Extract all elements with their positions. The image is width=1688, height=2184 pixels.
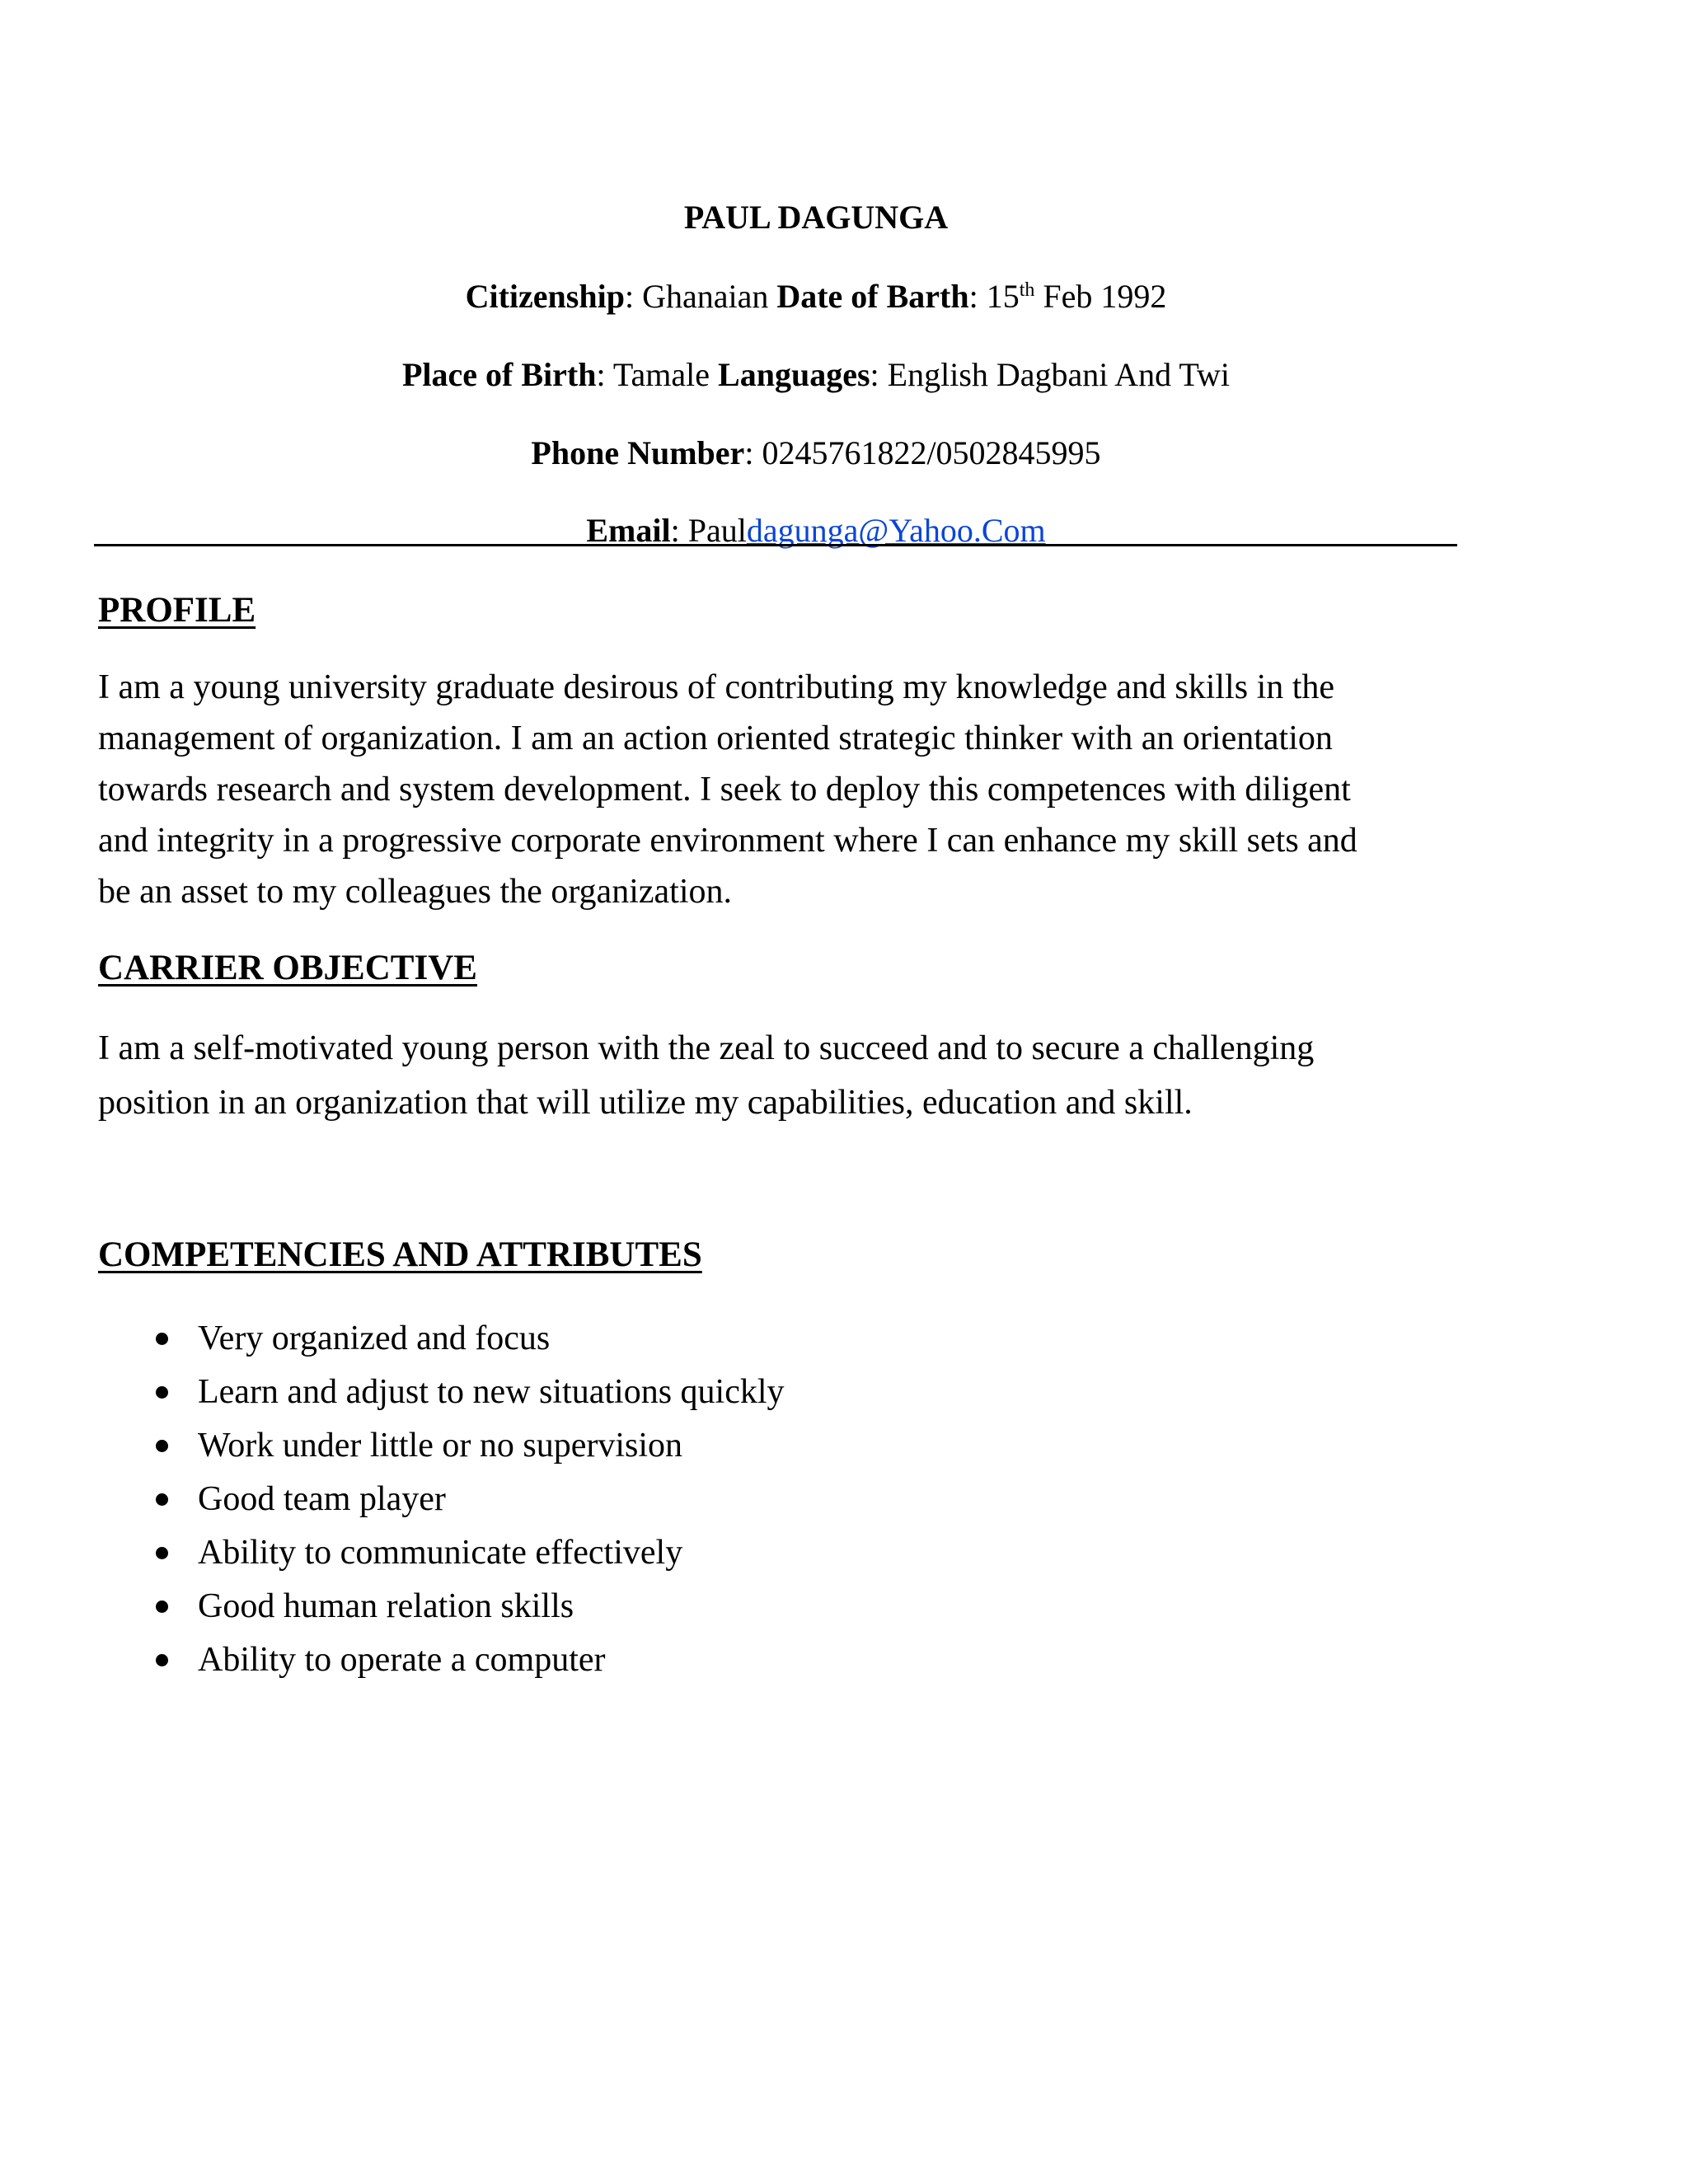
citizenship-label: Citizenship (465, 278, 625, 315)
email-label: Email (586, 512, 671, 549)
languages-value: English Dagbani And Twi (887, 356, 1230, 393)
phone-value: 0245761822/0502845995 (762, 434, 1101, 471)
bullet-icon (156, 1547, 168, 1559)
bullet-icon (156, 1654, 168, 1666)
bullet-icon (156, 1601, 168, 1613)
email-line: Email: Pauldagunga@Yahoo.Com (586, 512, 1046, 549)
profile-paragraph (98, 662, 1499, 917)
email-prefix: Paul (687, 512, 747, 549)
profile-line: and integrity in a progressive corporate environment where I can enhance my skill sets and (98, 822, 1357, 860)
profile-line: I am a young university graduate desirous of contributing my knowledge and skills in the (98, 668, 1335, 706)
citizenship-value: Ghanaian (642, 278, 769, 315)
resume-page: PAUL DAGUNGA Citizenship: Ghanaian Date of Barth: 15th Feb 1992 Place of Birth: Tamale Languages: English Dagbani And Twi Phone Number: 0245761822/0502845995 Email: Pauldagunga@Yahoo.Com PROFILE I am a young university graduate desirous of contributing my knowledge and skills in the management of organization. I am an action oriented strategic thinker with an orientation towards research and system development. I seek to deploy this competences with diligent and integrity in a progressive corporate environment where I can enhance my skill sets and be an asset to my colleagues the organization. CARRIER OBJECTIVE I am a self-motivated young person with the zeal to succeed and to secure a challenging position in an organization that will utilize my capabilities, education and skill. COMPETENCIES AND ATTRIBUTES Very organized and focus Learn and adjust to new situations quickly Work under little or no supervision Good team player Ability to communicate effectively Good human relation skills Ability to operate a computer (0, 0, 1688, 2184)
dob-day: 15 (986, 278, 1020, 315)
phone-line: Phone Number: 0245761822/0502845995 (531, 434, 1101, 471)
objective-heading: CARRIER OBJECTIVE (98, 949, 477, 987)
profile-line: be an asset to my colleagues the organization. (98, 873, 732, 911)
bullet-icon (156, 1440, 168, 1452)
pob-value: Tamale (612, 356, 710, 393)
header-divider (94, 544, 1457, 546)
email-link[interactable]: dagunga@Yahoo.Com (746, 512, 1046, 549)
dob-suffix: th (1019, 279, 1035, 301)
objective-paragraph (98, 1021, 1499, 1130)
profile-line: management of organization. I am an action oriented strategic thinker with an orientation (98, 719, 1333, 757)
languages-label: Languages (718, 356, 870, 393)
dob-rest: Feb 1992 (1043, 278, 1167, 315)
bullet-icon (156, 1333, 168, 1345)
objective-line: I am a self-motivated young person with the zeal to succeed and to secure a challenging (98, 1029, 1315, 1067)
profile-heading: PROFILE (98, 591, 256, 630)
phone-label: Phone Number (531, 434, 745, 471)
objective-line: position in an organization that will utilize my capabilities, education and skill. (98, 1084, 1193, 1122)
pob-label: Place of Birth (402, 356, 597, 393)
citizenship-dob-line: Citizenship: Ghanaian Date of Barth: 15th Feb 1992 (465, 278, 1167, 315)
competencies-heading: COMPETENCIES AND ATTRIBUTES (98, 1235, 702, 1274)
bullet-icon (156, 1386, 168, 1399)
dob-label: Date of Barth (776, 278, 969, 315)
candidate-name: PAUL DAGUNGA (683, 199, 949, 236)
profile-line: towards research and system development. I seek to deploy this competences with diligent (98, 771, 1351, 808)
bullet-icon (156, 1493, 168, 1506)
birthplace-languages-line: Place of Birth: Tamale Languages: English Dagbani And Twi (402, 356, 1230, 393)
